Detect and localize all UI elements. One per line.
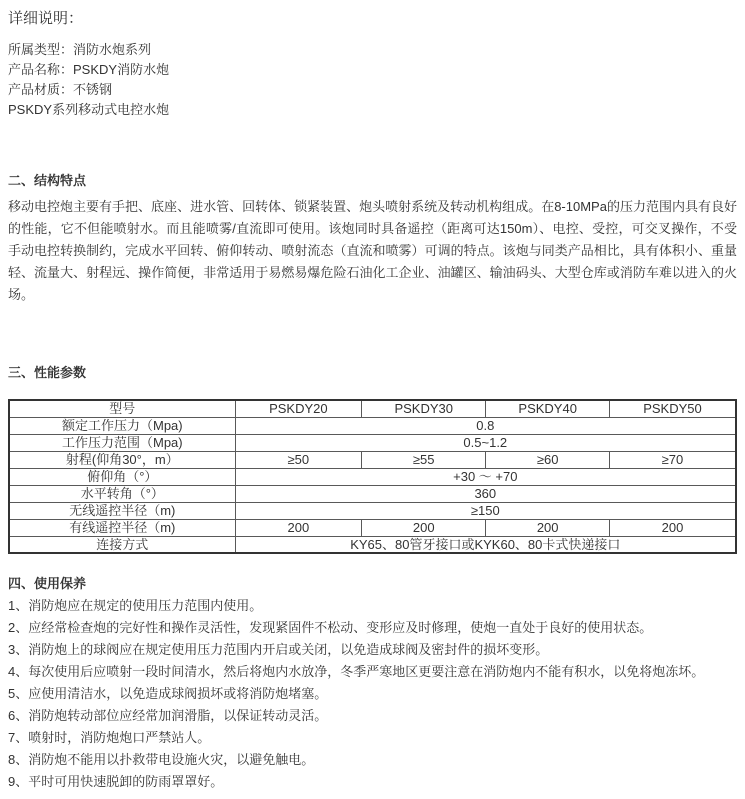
section-heading-structure: 二、结构特点 [8,173,87,188]
performance-table [8,399,737,554]
maintenance-list [8,595,737,793]
row-value: ≥70 [609,451,736,468]
row-value: 200 [235,519,361,536]
maintenance-item-5: 5、应使用清洁水，以免造成球阀损坏或将消防炮堵塞。 [8,686,328,701]
table-row-wireless-radius [9,502,736,519]
row-label: 射程(仰角30°，m） [9,451,235,468]
row-value: ≥55 [362,451,486,468]
table-row-pressure-range [9,434,736,451]
row-value: 200 [609,519,736,536]
row-value: 200 [362,519,486,536]
table-header-pskdy20: PSKDY20 [235,400,361,417]
page-title: 详细说明： [8,10,84,27]
maintenance-item-1: 1、消防炮应在规定的使用压力范围内使用。 [8,598,263,613]
row-value: ≥150 [235,502,736,519]
maintenance-item-4: 4、每次使用后应喷射一段时间清水，然后将炮内水放净，冬季严寒地区更要注意在消防炮内不能有积水，以免将炮冻坏。 [8,664,705,679]
product-series-line: PSKDY系列移动式电控水炮 [8,102,170,117]
row-label: 无线遥控半径（m) [9,502,235,519]
maintenance-item-7: 7、喷射时，消防炮炮口严禁站人。 [8,730,211,745]
row-label: 额定工作压力（Mpa) [9,417,235,434]
product-name-line: 产品名称：PSKDY消防水炮 [8,62,170,77]
row-value: ≥60 [486,451,610,468]
table-row-wired-radius [9,519,736,536]
table-header-model: 型号 [9,400,235,417]
table-row-rated-pressure [9,417,736,434]
product-info-list [8,40,737,120]
row-label: 水平转角（°） [9,485,235,502]
table-header-pskdy30: PSKDY30 [362,400,486,417]
table-row-horizontal-angle [9,485,736,502]
maintenance-item-9: 9、平时可用快速脱卸的防雨罩罩好。 [8,774,224,789]
row-label: 有线遥控半径（m) [9,519,235,536]
maintenance-item-2: 2、应经常检查炮的完好性和操作灵活性，发现紧固件不松动、变形应及时修理，使炮一直处于良好的使用状态。 [8,620,653,635]
table-row-connection [9,536,736,553]
product-type-line: 所属类型：消防水炮系列 [8,42,152,57]
row-label: 工作压力范围（Mpa) [9,434,235,451]
table-header-row [9,400,736,417]
table-row-pitch-angle [9,468,736,485]
table-header-pskdy40: PSKDY40 [486,400,610,417]
section-heading-performance: 三、性能参数 [8,365,87,380]
row-label: 连接方式 [9,536,235,553]
maintenance-item-8: 8、消防炮不能用以扑救带电设施火灾，以避免触电。 [8,752,315,767]
row-label: 俯仰角（°） [9,468,235,485]
row-value: 200 [486,519,610,536]
row-value: KY65、80管牙接口或KYK60、80卡式快递接口 [235,536,736,553]
maintenance-item-3: 3、消防炮上的球阀应在规定使用压力范围内开启或关闭，以免造成球阀及密封件的损坏变形。 [8,642,549,657]
table-header-pskdy50: PSKDY50 [609,400,736,417]
table-row-range [9,451,736,468]
row-value: ≥50 [235,451,361,468]
maintenance-item-6: 6、消防炮转动部位应经常加润滑脂，以保证转动灵活。 [8,708,328,723]
row-value: 360 [235,485,736,502]
structure-paragraph: 移动电控炮主要有手把、底座、进水管、回转体、锁紧装置、炮头喷射系统及转动机构组成。在8-10MPa的压力范围内具有良好的性能，它不但能喷射水。而且能喷雾/直流即可使用。该炮同时具备遥控（距离可达150m）、电控、受控，可交叉操作，不受手动电控转换制约，完成水平回转、俯仰转动、喷射流态（直流和喷雾）可调的特点。该炮与同类产品相比，具有体积小、重量轻、流量大、射程远、操作简便，非常适用于易燃易爆危险石油化工企业、油罐区、输油码头、大型仓库或消防车难以进入的火场。 [8,199,737,302]
row-value: 0.5~1.2 [235,434,736,451]
row-value: 0.8 [235,417,736,434]
section-heading-maintenance: 四、使用保养 [8,576,87,591]
product-material-line: 产品材质：不锈钢 [8,82,113,97]
row-value: +30 ～ +70 [235,468,736,485]
